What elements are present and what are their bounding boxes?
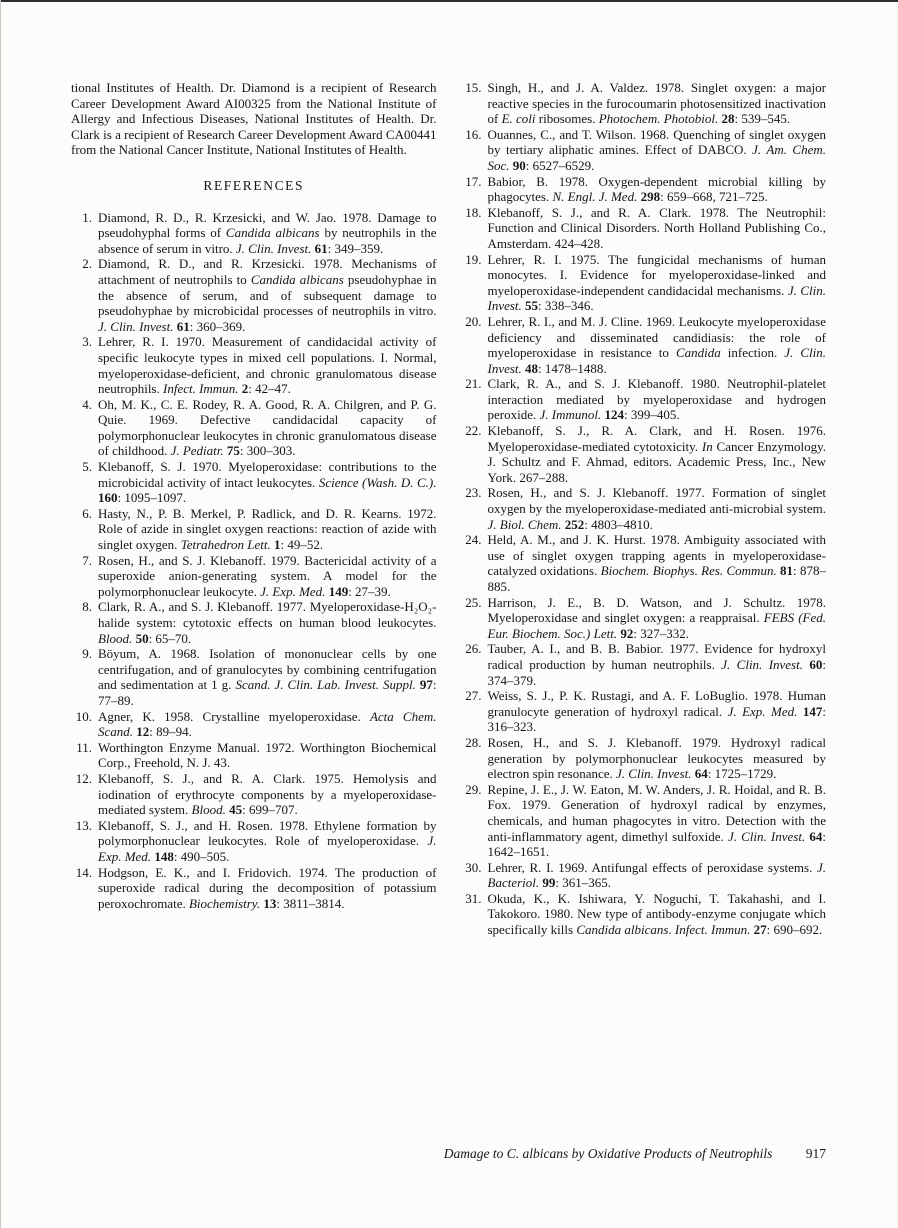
reference-item — [461, 174, 827, 205]
reference-number: 7. — [82, 552, 92, 568]
reference-item — [461, 252, 827, 314]
reference-text: Singh, H., and J. A. Valdez. 1978. Singlet oxygen: a major reactive species in the furocoumarin photosensitized inactivation of E. coli ribosomes. Photochem. Photobiol. 28: 539–545. — [487, 80, 826, 127]
reference-number: 20. — [465, 313, 482, 329]
reference-number: 3. — [82, 334, 92, 350]
reference-text: Lehrer, R. I. 1969. Antifungal effects of peroxidase systems. J. Bacteriol. 99: 361–365. — [487, 859, 826, 891]
reference-number: 14. — [75, 864, 92, 880]
reference-text: Agner, K. 1958. Crystalline myeloperoxidase. Acta Chem. Scand. 12: 89–94. — [98, 708, 437, 740]
reference-number: 23. — [465, 485, 482, 501]
reference-text: Rosen, H., and S. J. Klebanoff. 1979. Bactericidal activity of a superoxide anion-generating system. A model for the polymorphonuclear leukocyte. J. Exp. Med. 149: 27–39. — [98, 552, 437, 599]
reference-item — [71, 740, 437, 771]
page-number: 917 — [805, 1146, 826, 1161]
reference-number: 8. — [82, 599, 92, 615]
running-title: Damage to C. albicans by Oxidative Products of Neutrophils — [443, 1146, 773, 1161]
reference-number: 21. — [465, 376, 482, 392]
reference-number: 1. — [82, 209, 92, 225]
reference-number: 27. — [465, 688, 482, 704]
reference-text: Lehrer, R. I. 1970. Measurement of candidacidal activity of specific leukocyte types in mixed cell populations. I. Normal, myeloperoxidase-deficient, and chronic granulomatous disease neutrophils. Infect. Immun. 2: 42–47. — [98, 334, 437, 397]
reference-item — [71, 771, 437, 818]
reference-text: Diamond, R. D., and R. Krzesicki. 1978. Mechanisms of attachment of neutrophils to Candida albicans pseudohyphae in the absence of serum, and of subsequent damage to pseudohyphae by microbicidal processes of neutrophils in vitro. J. Clin. Invest. 61: 360–369. — [98, 256, 437, 334]
reference-number: 16. — [465, 126, 482, 142]
acknowledgment-text: tional Institutes of Health. Dr. Diamond is a recipient of Research Career Development Award AI00325 from the National Institute of Allergy and Infectious Diseases, National Institutes of Health. Dr. Clark is a recipient of Research Career Development Award CA00441 from the National Cancer Institute, National Institutes of Health. — [71, 80, 437, 158]
reference-text: Tauber, A. I., and B. B. Babior. 1977. Evidence for hydroxyl radical production by human neutrophils. J. Clin. Invest. 60: 374–379. — [487, 641, 826, 688]
scan-artifact-top-edge — [0, 0, 898, 2]
reference-number: 28. — [465, 734, 482, 750]
reference-item — [71, 599, 437, 646]
reference-item — [461, 376, 827, 423]
reference-item — [71, 334, 437, 396]
scan-artifact-left-edge — [0, 0, 1, 1228]
reference-item — [461, 532, 827, 594]
reference-number: 19. — [465, 251, 482, 267]
reference-text: Clark, R. A., and S. J. Klebanoff. 1980. Neutrophil-platelet interaction mediated by myeloperoxidase and hydrogen peroxide. J. Immunol. 124: 399–405. — [487, 376, 826, 423]
page-footer — [444, 1146, 826, 1162]
reference-text: Rosen, H., and S. J. Klebanoff. 1979. Hydroxyl radical generation by polymorphonuclear leukocytes measured by electron spin resonance. J. Clin. Invest. 64: 1725–1729. — [487, 734, 826, 782]
reference-text: Ouannes, C., and T. Wilson. 1968. Quenching of singlet oxygen by tertiary aliphatic amines. Effect of DABCO. J. Am. Chem. Soc. 90: 6527–6529. — [487, 126, 826, 173]
reference-text: Klebanoff, S. J., and R. A. Clark. 1975. Hemolysis and iodination of erythrocyte components by a myeloperoxidase-mediated system. Blood. 45: 699–707. — [98, 770, 437, 818]
reference-number: 24. — [465, 532, 482, 548]
reference-number: 26. — [465, 641, 482, 657]
reference-number: 10. — [75, 708, 92, 724]
reference-text: Lehrer, R. I. 1975. The fungicidal mechanisms of human monocytes. I. Evidence for myeloperoxidase-linked and myeloperoxidase-independent candidacidal mechanisms. J. Clin. Invest. 55: 338–346. — [487, 251, 826, 314]
reference-text: Diamond, R. D., R. Krzesicki, and W. Jao. 1978. Damage to pseudohyphal forms of Candida albicans by neutrophils in the absence of serum in vitro. J. Clin. Invest. 61: 349–359. — [98, 209, 437, 256]
reference-item — [461, 595, 827, 642]
reference-item — [461, 891, 827, 938]
reference-list-left — [71, 210, 437, 912]
reference-text: Harrison, J. E., B. D. Watson, and J. Schultz. 1978. Myeloperoxidase and singlet oxygen: a reappraisal. FEBS (Fed. Eur. Biochem. Soc.) Lett. 92: 327–332. — [487, 594, 826, 641]
reference-number: 2. — [82, 256, 92, 272]
reference-item — [71, 865, 437, 912]
reference-number: 31. — [465, 890, 482, 906]
reference-text: Böyum, A. 1968. Isolation of mononuclear cells by one centrifugation, and of granulocytes by combining centrifugation and sedimentation at 1 g. Scand. J. Clin. Lab. Invest. Suppl. 97: 77–89. — [98, 646, 437, 708]
reference-text: Babior, B. 1978. Oxygen-dependent microbial killing by phagocytes. N. Engl. J. Med. 298: 659–668, 721–725. — [487, 173, 826, 205]
reference-item — [461, 127, 827, 174]
reference-text: Repine, J. E., J. W. Eaton, M. W. Anders, J. R. Hoidal, and R. B. Fox. 1979. Generation of hydroxyl radical by enzymes, chemicals, and human phagocytes in vitro. Detection with the anti-inflammatory agent, dimethyl sulfoxide. J. Clin. Invest. 64: 1642–1651. — [487, 781, 826, 860]
reference-number: 11. — [76, 739, 92, 755]
reference-number: 22. — [465, 423, 482, 439]
reference-text: Rosen, H., and S. J. Klebanoff. 1977. Formation of singlet oxygen by the myeloperoxidase-mediated anti-microbial system. J. Biol. Chem. 252: 4803–4810. — [487, 485, 826, 532]
page-body — [71, 80, 826, 938]
reference-text: Klebanoff, S. J. 1970. Myeloperoxidase: contributions to the microbicidal activity of intact leukocytes. Science (Wash. D. C.). 160: 1095–1097. — [98, 459, 437, 506]
reference-text: Weiss, S. J., P. K. Rustagi, and A. F. LoBuglio. 1978. Human granulocyte generation of hydroxyl radical. J. Exp. Med. 147: 316–323. — [487, 688, 826, 735]
reference-number: 17. — [465, 173, 482, 189]
reference-item — [461, 782, 827, 860]
reference-item — [461, 423, 827, 485]
reference-item — [71, 397, 437, 459]
reference-number: 13. — [75, 817, 92, 833]
reference-item — [461, 205, 827, 252]
reference-text: Klebanoff, S. J., and R. A. Clark. 1978. The Neutrophil: Function and Clinical Disorders. North Holland Publishing Co., Amsterdam. 424–428. — [487, 204, 826, 251]
reference-item — [71, 646, 437, 708]
reference-number: 12. — [75, 770, 92, 786]
reference-item — [461, 80, 827, 127]
reference-item — [71, 459, 437, 506]
reference-item — [71, 506, 437, 553]
right-column — [461, 80, 827, 938]
reference-item — [461, 485, 827, 532]
left-column — [71, 80, 437, 938]
reference-text: Worthington Enzyme Manual. 1972. Worthington Biochemical Corp., Freehold, N. J. 43. — [98, 739, 437, 771]
reference-number: 18. — [465, 204, 482, 220]
reference-number: 15. — [465, 80, 482, 95]
reference-text: Hodgson, E. K., and I. Fridovich. 1974. The production of superoxide radical during the decomposition of potassium peroxochromate. Biochemistry. 13: 3811–3814. — [98, 864, 437, 911]
reference-text: Okuda, K., K. Ishiwara, Y. Noguchi, T. Takahashi, and I. Takokoro. 1980. New type of antibody-enzyme conjugate which specifically kills Candida albicans. Infect. Immun. 27: 690–692. — [487, 890, 826, 938]
references-heading: REFERENCES — [203, 177, 305, 193]
reference-number: 29. — [465, 781, 482, 797]
reference-number: 6. — [82, 505, 92, 521]
reference-number: 4. — [82, 396, 92, 412]
reference-text: Lehrer, R. I., and M. J. Cline. 1969. Leukocyte myeloperoxidase deficiency and disseminated candidiasis: the role of myeloperoxidase in resistance to Candida infection. J. Clin. Invest. 48: 1478–1488. — [487, 313, 827, 376]
reference-item — [461, 735, 827, 782]
reference-item — [71, 818, 437, 865]
reference-number: 25. — [465, 594, 482, 610]
reference-text: Hasty, N., P. B. Merkel, P. Radlick, and D. R. Kearns. 1972. Role of azide in singlet oxygen reactions: reaction of azide with singlet oxygen. Tetrahedron Lett. 1: 49–52. — [98, 505, 437, 553]
reference-item — [71, 256, 437, 334]
reference-item — [461, 314, 827, 376]
reference-text: Clark, R. A., and S. J. Klebanoff. 1977. Myeloperoxidase-H₂O₂-halide system: cytotoxic effects on human blood leukocytes. Blood. 50: 65–70. — [98, 599, 437, 646]
reference-item — [71, 553, 437, 600]
reference-text: Klebanoff, S. J., and H. Rosen. 1978. Ethylene formation by polymorphonuclear leukocytes. Role of myeloperoxidase. J. Exp. Med. 148: 490–505. — [98, 817, 437, 864]
reference-number: 5. — [82, 459, 92, 475]
reference-number: 30. — [465, 859, 482, 875]
reference-item — [461, 641, 827, 688]
reference-list-right — [461, 80, 827, 938]
reference-text: Held, A. M., and J. K. Hurst. 1978. Ambiguity associated with use of singlet oxygen trapping agents in myeloperoxidase-catalyzed oxidations. Biochem. Biophys. Res. Commun. 81: 878–885. — [487, 532, 826, 594]
reference-item — [461, 688, 827, 735]
reference-text: Klebanoff, S. J., R. A. Clark, and H. Rosen. 1976. Myeloperoxidase-mediated cytotoxicity. In Cancer Enzymology. J. Schultz and F. Ahmad, editors. Academic Press, Inc., New York. 267–288. — [487, 423, 827, 485]
reference-item — [71, 709, 437, 740]
reference-number: 9. — [82, 646, 92, 662]
reference-item — [71, 210, 437, 257]
reference-text: Oh, M. K., C. E. Rodey, R. A. Good, R. A. Chilgren, and P. G. Quie. 1969. Defective candidacidal capacity of polymorphonuclear leukocytes in chronic granulomatous disease of childhood. J. Pediatr. 75: 300–303. — [98, 396, 437, 459]
reference-item — [461, 860, 827, 891]
